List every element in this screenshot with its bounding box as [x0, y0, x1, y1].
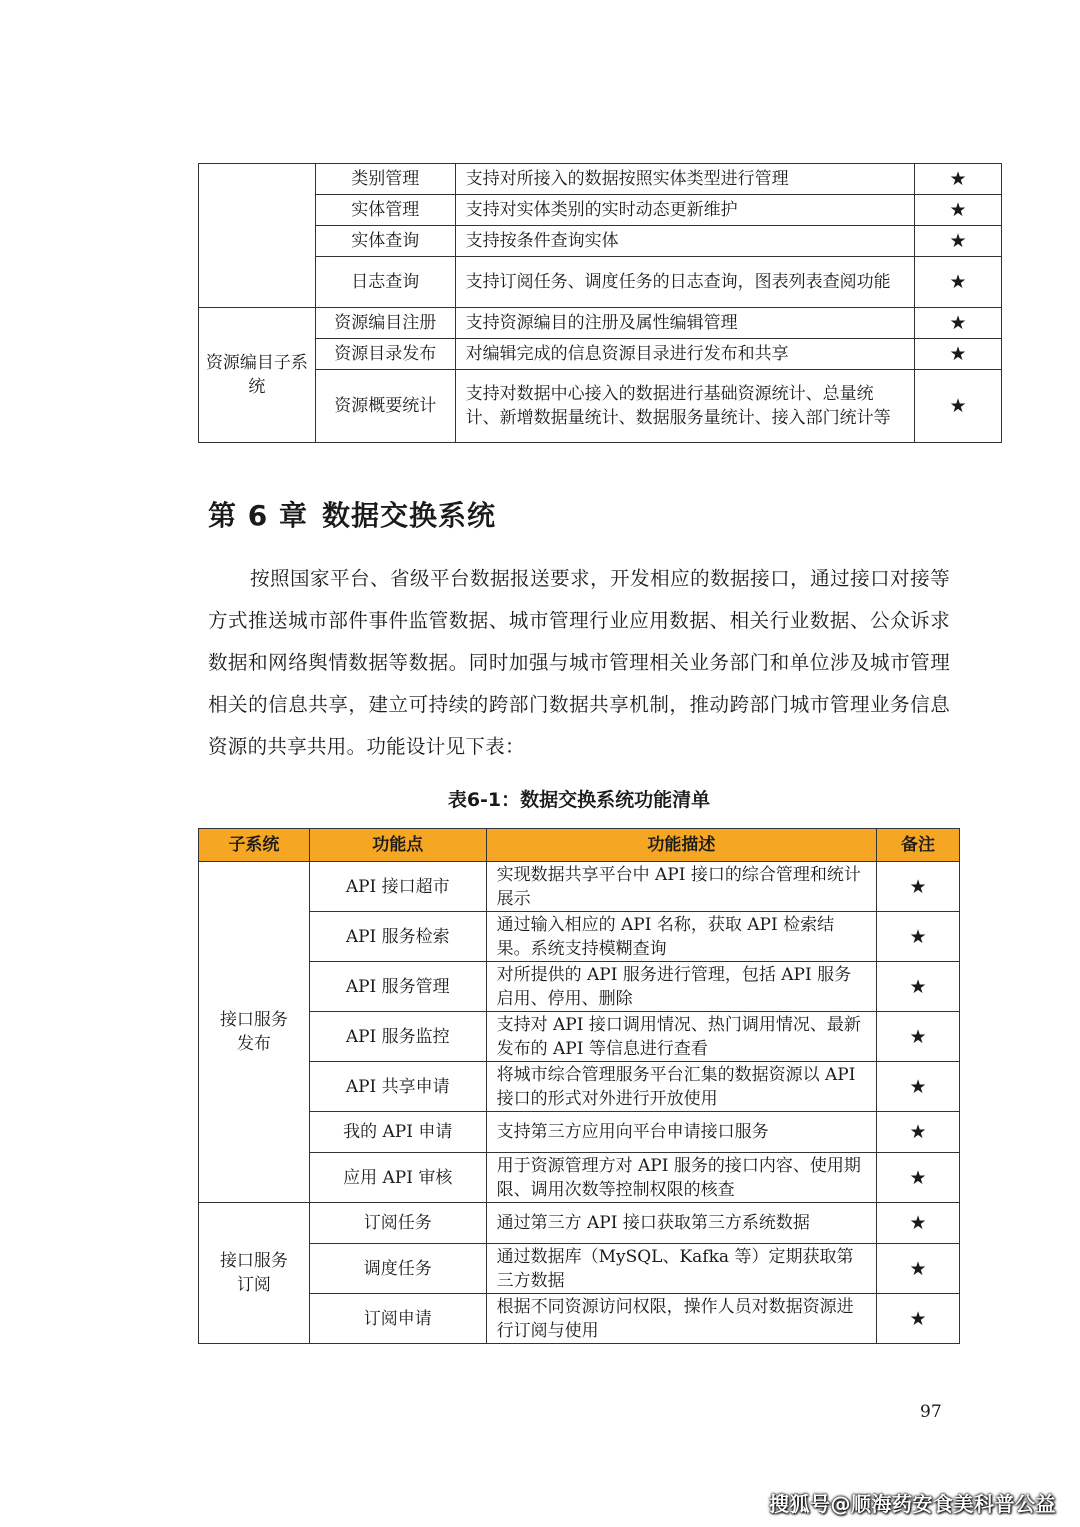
chapter-title	[208, 494, 496, 538]
feature-cell: 资源概要统计	[315, 370, 455, 443]
star-icon: ★	[915, 195, 1002, 226]
star-icon: ★	[877, 1062, 960, 1112]
description-cell: 支持第三方应用向平台申请接口服务	[486, 1112, 877, 1153]
feature-cell: 订阅任务	[309, 1203, 486, 1244]
table-row	[199, 308, 1002, 339]
feature-cell: 订阅申请	[309, 1294, 486, 1344]
description-cell: 通过数据库（MySQL、Kafka 等）定期获取第三方数据	[486, 1244, 877, 1294]
description-cell: 支持对实体类别的实时动态更新维护	[455, 195, 914, 226]
table-row	[199, 164, 1002, 195]
star-icon: ★	[877, 1153, 960, 1203]
description-cell: 支持订阅任务、调度任务的日志查询，图表列表查阅功能	[455, 257, 914, 308]
description-cell: 对所提供的 API 服务进行管理，包括 API 服务启用、停用、删除	[486, 962, 877, 1012]
description-cell: 支持资源编目的注册及属性编辑管理	[455, 308, 914, 339]
table-row	[199, 1062, 960, 1112]
star-icon: ★	[877, 862, 960, 912]
description-cell: 根据不同资源访问权限，操作人员对数据资源进行订阅与使用	[486, 1294, 877, 1344]
feature-cell: API 服务检索	[309, 912, 486, 962]
header-description: 功能描述	[486, 829, 877, 862]
table-row	[199, 1244, 960, 1294]
feature-cell: 资源编目注册	[315, 308, 455, 339]
description-cell: 用于资源管理方对 API 服务的接口内容、使用期限、调用次数等控制权限的核查	[486, 1153, 877, 1203]
header-feature: 功能点	[309, 829, 486, 862]
star-icon: ★	[915, 339, 1002, 370]
chapter-name: 数据交换系统	[321, 499, 496, 532]
feature-cell: 实体查询	[315, 226, 455, 257]
description-cell: 通过输入相应的 API 名称，获取 API 检索结果。系统支持模糊查询	[486, 912, 877, 962]
star-icon: ★	[877, 1294, 960, 1344]
table-row	[199, 257, 1002, 308]
table-row	[199, 226, 1002, 257]
description-cell: 将城市综合管理服务平台汇集的数据资源以 API 接口的形式对外进行开放使用	[486, 1062, 877, 1112]
table-caption: 表6-1：数据交换系统功能清单	[447, 789, 711, 811]
table-row	[199, 1112, 960, 1153]
table-row	[199, 1153, 960, 1203]
description-cell: 实现数据共享平台中 API 接口的综合管理和统计展示	[486, 862, 877, 912]
table-row	[199, 912, 960, 962]
star-icon: ★	[877, 1203, 960, 1244]
feature-cell: 应用 API 审核	[309, 1153, 486, 1203]
table-row	[199, 862, 960, 912]
feature-cell: 日志查询	[315, 257, 455, 308]
star-icon: ★	[877, 912, 960, 962]
table-row	[199, 195, 1002, 226]
watermark: 搜狐号@顺海药安食美科普公益	[769, 1492, 1056, 1516]
description-cell: 支持对数据中心接入的数据进行基础资源统计、总量统计、新增数据量统计、数据服务量统计、接入部门统计等	[455, 370, 914, 443]
feature-cell: API 接口超市	[309, 862, 486, 912]
table-row	[199, 1294, 960, 1344]
description-cell: 通过第三方 API 接口获取第三方系统数据	[486, 1203, 877, 1244]
table-row	[199, 962, 960, 1012]
star-icon: ★	[877, 1112, 960, 1153]
subsystem-cell: 接口服务发布	[199, 862, 310, 1203]
table-header-row	[199, 829, 960, 862]
table-row	[199, 1203, 960, 1244]
chapter-number: 第 6 章	[208, 499, 308, 532]
header-remark: 备注	[877, 829, 960, 862]
function-table	[198, 828, 960, 1344]
feature-cell: 我的 API 申请	[309, 1112, 486, 1153]
description-cell: 支持按条件查询实体	[455, 226, 914, 257]
subsystem-cell: 接口服务订阅	[199, 1203, 310, 1344]
feature-cell: API 服务监控	[309, 1012, 486, 1062]
feature-cell: 资源目录发布	[315, 339, 455, 370]
star-icon: ★	[915, 370, 1002, 443]
star-icon: ★	[915, 308, 1002, 339]
star-icon: ★	[877, 962, 960, 1012]
description-cell: 支持对 API 接口调用情况、热门调用情况、最新发布的 API 等信息进行查看	[486, 1012, 877, 1062]
subsystem-cell	[199, 164, 316, 308]
subsystem-cell: 资源编目子系统	[199, 308, 316, 443]
header-subsystem: 子系统	[199, 829, 310, 862]
feature-cell: 调度任务	[309, 1244, 486, 1294]
description-cell: 对编辑完成的信息资源目录进行发布和共享	[455, 339, 914, 370]
star-icon: ★	[915, 164, 1002, 195]
body-paragraph: 按照国家平台、省级平台数据报送要求，开发相应的数据接口，通过接口对接等方式推送城市部件事件监管数据、城市管理行业应用数据、相关行业数据、公众诉求数据和网络舆情数据等数据。同时加强与城市管理相关业务部门和单位涉及城市管理相关的信息共享，建立可持续的跨部门数据共享机制，推动跨部门城市管理业务信息资源的共享共用。功能设计见下表：	[208, 567, 950, 758]
table-row	[199, 339, 1002, 370]
table-row	[199, 1012, 960, 1062]
feature-cell: 实体管理	[315, 195, 455, 226]
page-number: 97	[920, 1402, 942, 1422]
table-continued	[198, 163, 1002, 443]
star-icon: ★	[915, 226, 1002, 257]
feature-cell: 类别管理	[315, 164, 455, 195]
feature-cell: API 服务管理	[309, 962, 486, 1012]
table-row	[199, 370, 1002, 443]
star-icon: ★	[915, 257, 1002, 308]
feature-cell: API 共享申请	[309, 1062, 486, 1112]
star-icon: ★	[877, 1244, 960, 1294]
star-icon: ★	[877, 1012, 960, 1062]
description-cell: 支持对所接入的数据按照实体类型进行管理	[455, 164, 914, 195]
